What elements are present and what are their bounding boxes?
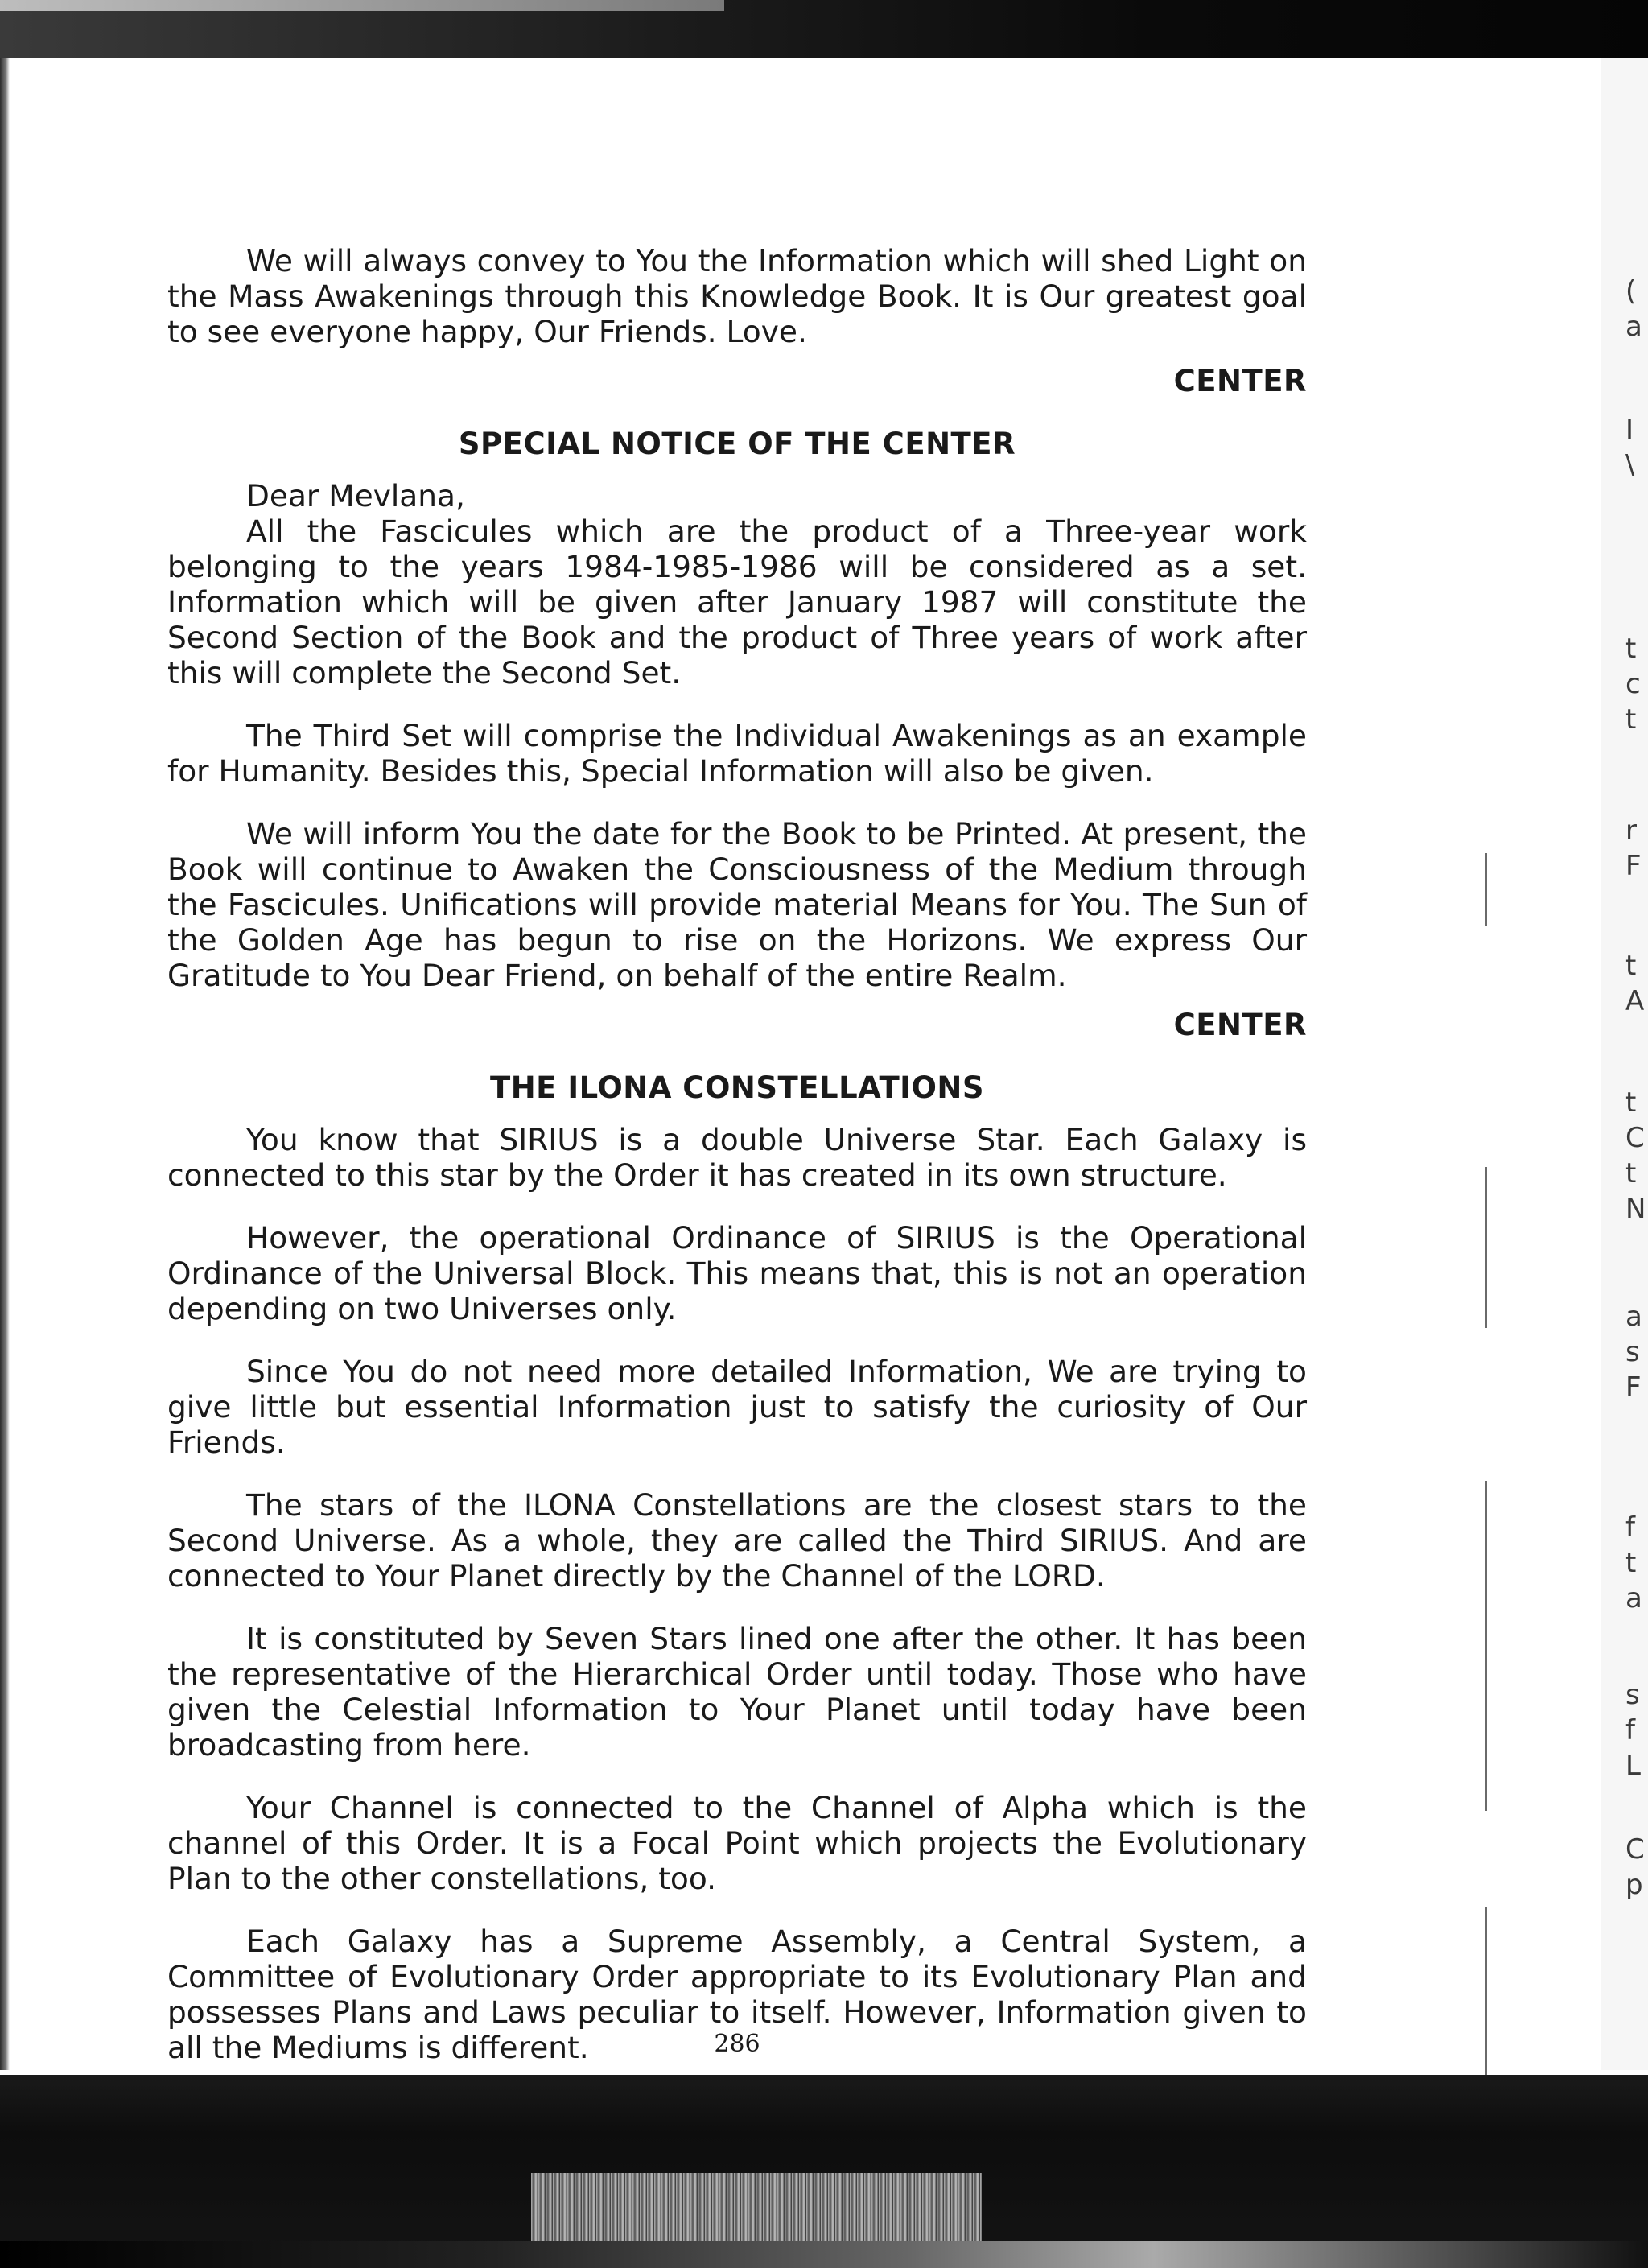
paragraph: The stars of the ILONA Constellations are the closest stars to the Second Universe. As a whole, they are called the Third SIRIUS. And are connected to Your Planet directly by the Channel of the LORD.: [167, 1487, 1307, 1594]
paragraph: However, the operational Ordinance of SIRIUS is the Operational Ordinance of the Universal Block. This means that, this is not an operation depending on two Universes only.: [167, 1220, 1307, 1326]
facing-page-letters: t A: [1625, 950, 1645, 1017]
paragraph: It is constituted by Seven Stars lined one after the other. It has been the representative of the Hierarchical Order until today. Those who have given the Celestial Information to Your Planet until today have been broadcasting from here.: [167, 1621, 1307, 1763]
paragraph: We will always convey to You the Information which will shed Light on the Mass Awakenings through this Knowledge Book. It is Our greatest goal to see everyone happy, Our Friends. Love.: [167, 243, 1307, 349]
facing-page-letters: r F: [1625, 814, 1642, 882]
paragraph: The Third Set will comprise the Individual Awakenings as an example for Humanity. Besides this, Special Information will also be given.: [167, 718, 1307, 789]
scan-left-border: [0, 58, 10, 2070]
paragraph: Since You do not need more detailed Information, We are trying to give little but essential Information just to satisfy the curiosity of Our Friends.: [167, 1354, 1307, 1460]
paragraph: Each Galaxy has a Supreme Assembly, a Central System, a Committee of Evolutionary Order appropriate to its Evolutionary Plan and possesses Plans and Laws peculiar to itself. However, Information given to all the Mediums is different.: [167, 1924, 1307, 2065]
page-spine-line: [1485, 853, 1487, 926]
facing-page-letters: f t a: [1625, 1511, 1642, 1614]
paragraph: You know that SIRIUS is a double Universe Star. Each Galaxy is connected to this star by the Order it has created in its own structure.: [167, 1122, 1307, 1193]
paragraph: We will inform You the date for the Book to be Printed. At present, the Book will continue to Awaken the Consciousness of the Medium through the Fascicules. Unifications will provide material Means for You. The Sun of the Golden Age has begun to rise on the Horizons. We express Our Gratitude to You Dear Friend, on behalf of the entire Realm.: [167, 816, 1307, 993]
facing-page-letters: ( a: [1625, 275, 1642, 343]
paragraph: Your Channel is connected to the Channel of Alpha which is the channel of this Order. It is a Focal Point which projects the Evolutionary Plan to the other constellations, too.: [167, 1790, 1307, 1896]
facing-page-letters: C p: [1625, 1833, 1645, 1901]
page-number: 286: [714, 2030, 760, 2058]
section-heading: THE ILONA CONSTELLATIONS: [489, 1070, 985, 1105]
signature-center: CENTER: [1173, 364, 1307, 398]
salutation: Dear Mevlana,: [246, 478, 465, 513]
page-spine-line: [1485, 1907, 1487, 2076]
page-spine-line: [1485, 1481, 1487, 1811]
section-heading: SPECIAL NOTICE OF THE CENTER: [458, 427, 1016, 461]
signature-center: CENTER: [1173, 1008, 1307, 1042]
facing-page-letters: s f L: [1625, 1679, 1641, 1782]
facing-page-letters: t C t N: [1625, 1087, 1646, 1225]
scan-bottom-edge: [0, 2241, 1648, 2268]
facing-page-letters: t c t: [1625, 633, 1641, 736]
page-spine-line: [1485, 1167, 1487, 1328]
facing-page-letters: a s F: [1625, 1301, 1642, 1404]
paragraph: All the Fascicules which are the product of a Three-year work belonging to the years 1984-1985-1986 will be considered as a set. Information which will be given after January 1987 will constitute the Second Section of the Book and the product of Three years of work after this will complete the Second Set.: [167, 513, 1307, 691]
scan-top-highlight: [0, 0, 724, 11]
book-page: [167, 243, 1307, 2065]
facing-page-letters: I \: [1625, 414, 1635, 481]
